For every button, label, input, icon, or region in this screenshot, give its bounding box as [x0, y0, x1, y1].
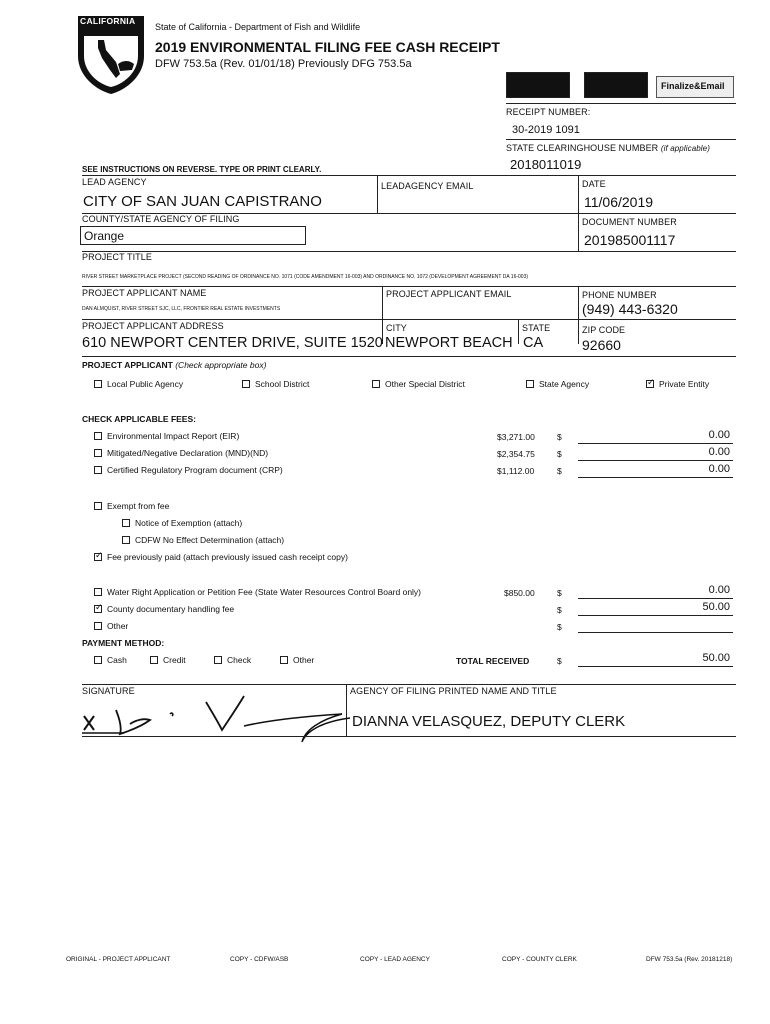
checkbox-other-special-district[interactable]: Other Special District [372, 379, 465, 389]
checkbox-icon [280, 656, 288, 664]
payment-heading: PAYMENT METHOD: [82, 638, 165, 648]
seal-text: CALIFORNIA [80, 16, 136, 26]
agency-printed-name: DIANNA VELASQUEZ, DEPUTY CLERK [352, 713, 626, 730]
checkbox-icon [94, 656, 102, 664]
applicant-address-label: PROJECT APPLICANT ADDRESS [82, 321, 224, 331]
checkbox-notice-of-exemption[interactable]: Notice of Exemption (attach) [122, 518, 242, 528]
checkbox-credit[interactable]: Credit [150, 655, 186, 665]
checkbox-cash[interactable]: Cash [94, 655, 127, 665]
checkbox-fee-previously-paid[interactable]: ✓Fee previously paid (attach previously issued cash receipt copy) [94, 552, 348, 562]
checkbox-state-agency[interactable]: State Agency [526, 379, 589, 389]
finalize-email-label: Finalize&Email [661, 81, 725, 91]
county-fee-dollar: $ [557, 605, 562, 615]
phone-label: PHONE NUMBER [582, 290, 657, 300]
mnd-dollar: $ [557, 449, 562, 459]
checkbox-icon [94, 622, 102, 630]
checked-checkbox-icon [94, 605, 102, 613]
checkbox-mnd[interactable]: Mitigated/Negative Declaration (MND)(ND) [94, 448, 268, 458]
agency-printed-name-label: AGENCY OF FILING PRINTED NAME AND TITLE [350, 686, 557, 696]
checkbox-local-public-agency[interactable]: Local Public Agency [94, 379, 183, 389]
checkbox-icon [122, 519, 130, 527]
project-title-label: PROJECT TITLE [82, 252, 152, 262]
checkbox-icon [94, 502, 102, 510]
phone-value: (949) 443-6320 [582, 301, 678, 317]
checkbox-icon [94, 466, 102, 474]
eir-amount: 0.00 [708, 429, 730, 441]
state-value: CA [523, 335, 544, 351]
checkbox-icon [94, 588, 102, 596]
eir-dollar: $ [557, 432, 562, 442]
crp-dollar: $ [557, 466, 562, 476]
zip-value: 92660 [582, 337, 621, 353]
total-amount: 50.00 [702, 652, 730, 664]
county-value: Orange [84, 229, 125, 243]
form-number: DFW 753.5a (Rev. 01/01/18) Previously DFG 753.5a [155, 58, 412, 70]
water-rate: $850.00 [504, 588, 535, 598]
checkbox-icon [150, 656, 158, 664]
finalize-email-button[interactable] [656, 76, 734, 98]
checkbox-check[interactable]: Check [214, 655, 251, 665]
project-title: RIVER STREET MARKETPLACE PROJECT (SECOND READING OF ORDINANCE NO. 1071 (CODE AMENDMENT 16-003) AND ORDINANCE NO. 1072 (DEVELOPMENT AGREEMENT DA 16-003) [82, 274, 529, 280]
applicant-email-label: PROJECT APPLICANT EMAIL [386, 289, 512, 299]
zip-label: ZIP CODE [582, 325, 626, 335]
form-title: 2019 ENVIRONMENTAL FILING FEE CASH RECEIPT [155, 39, 500, 55]
checked-checkbox-icon [94, 553, 102, 561]
county-fee-amount: 50.00 [702, 601, 730, 613]
receipt-number-label: RECEIPT NUMBER: [506, 107, 591, 117]
footer-copy-cdfw: COPY - CDFW/ASB [230, 956, 289, 963]
total-received-label: TOTAL RECEIVED [456, 656, 530, 666]
checkbox-icon [242, 380, 250, 388]
footer-form-number: DFW 753.5a (Rev. 20181218) [646, 956, 733, 963]
clearinghouse-label: STATE CLEARINGHOUSE NUMBER (if applicable) [506, 143, 710, 153]
checkbox-icon [94, 432, 102, 440]
applicant-name-label: PROJECT APPLICANT NAME [82, 288, 207, 298]
footer-copy-lead-agency: COPY - LEAD AGENCY [360, 956, 430, 963]
date-value: 11/06/2019 [584, 194, 654, 210]
checkbox-private-entity[interactable]: ✓ Private Entity [646, 379, 709, 389]
checkbox-icon [94, 449, 102, 457]
checkbox-cdfw-no-effect[interactable]: CDFW No Effect Determination (attach) [122, 535, 284, 545]
checkbox-icon [526, 380, 534, 388]
county-label: COUNTY/STATE AGENCY OF FILING [82, 214, 240, 224]
checkbox-eir[interactable]: Environmental Impact Report (EIR) [94, 431, 239, 441]
checkbox-icon [122, 536, 130, 544]
other-fee-dollar: $ [557, 622, 562, 632]
checkbox-icon [94, 380, 102, 388]
footer-original: ORIGINAL - PROJECT APPLICANT [66, 956, 171, 963]
water-dollar: $ [557, 588, 562, 598]
checkbox-other-payment[interactable]: Other [280, 655, 314, 665]
applicant-address: 610 NEWPORT CENTER DRIVE, SUITE 1520 [82, 335, 383, 351]
checked-checkbox-icon [646, 380, 654, 388]
checkbox-other-fee[interactable]: Other [94, 621, 128, 631]
state-label: STATE [522, 323, 551, 333]
eir-rate: $3,271.00 [497, 432, 535, 442]
mnd-rate: $2,354.75 [497, 449, 535, 459]
checkbox-icon [372, 380, 380, 388]
receipt-number: 30-2019 1091 [512, 124, 580, 136]
date-label: DATE [582, 179, 606, 189]
document-number: 201985001117 [584, 232, 676, 248]
crp-rate: $1,112.00 [497, 466, 535, 476]
city-label: CITY [386, 323, 407, 333]
agency-name: State of California - Department of Fish and Wildlife [155, 22, 361, 32]
mnd-amount: 0.00 [708, 446, 730, 458]
checkbox-county-handling-fee[interactable]: ✓County documentary handling fee [94, 604, 234, 614]
crp-amount: 0.00 [708, 463, 730, 475]
redacted-block [584, 72, 648, 98]
document-number-label: DOCUMENT NUMBER [582, 217, 677, 227]
redacted-block [506, 72, 570, 98]
lead-agency-email-label: LEADAGENCY EMAIL [381, 181, 474, 191]
applicant-name: DAN ALMQUIST, RIVER STREET SJC, LLC, FRONTIER REAL ESTATE INVESTMENTS [82, 306, 281, 312]
checkbox-crp[interactable]: Certified Regulatory Program document (CRP) [94, 465, 283, 475]
checkbox-exempt[interactable]: Exempt from fee [94, 501, 169, 511]
water-amount: 0.00 [708, 584, 730, 596]
california-seal-icon [76, 14, 146, 96]
checkbox-icon [214, 656, 222, 664]
lead-agency-value: CITY OF SAN JUAN CAPISTRANO [83, 193, 322, 210]
county-field[interactable] [80, 226, 306, 245]
lead-agency-label: LEAD AGENCY [82, 177, 147, 187]
checkbox-water-right[interactable]: Water Right Application or Petition Fee (State Water Resources Control Board only) [94, 587, 421, 597]
signature-label: SIGNATURE [82, 686, 135, 696]
handwritten-signature [80, 690, 370, 746]
total-dollar: $ [557, 656, 562, 666]
instructions: SEE INSTRUCTIONS ON REVERSE. TYPE OR PRINT CLEARLY. [82, 165, 322, 174]
city-value: NEWPORT BEACH [385, 335, 513, 351]
applicant-type-label: PROJECT APPLICANT (Check appropriate box) [82, 360, 267, 370]
footer-copy-county-clerk: COPY - COUNTY CLERK [502, 956, 577, 963]
clearinghouse-number: 2018011019 [510, 157, 582, 172]
checkbox-school-district[interactable]: School District [242, 379, 309, 389]
fees-heading: CHECK APPLICABLE FEES: [82, 414, 196, 424]
